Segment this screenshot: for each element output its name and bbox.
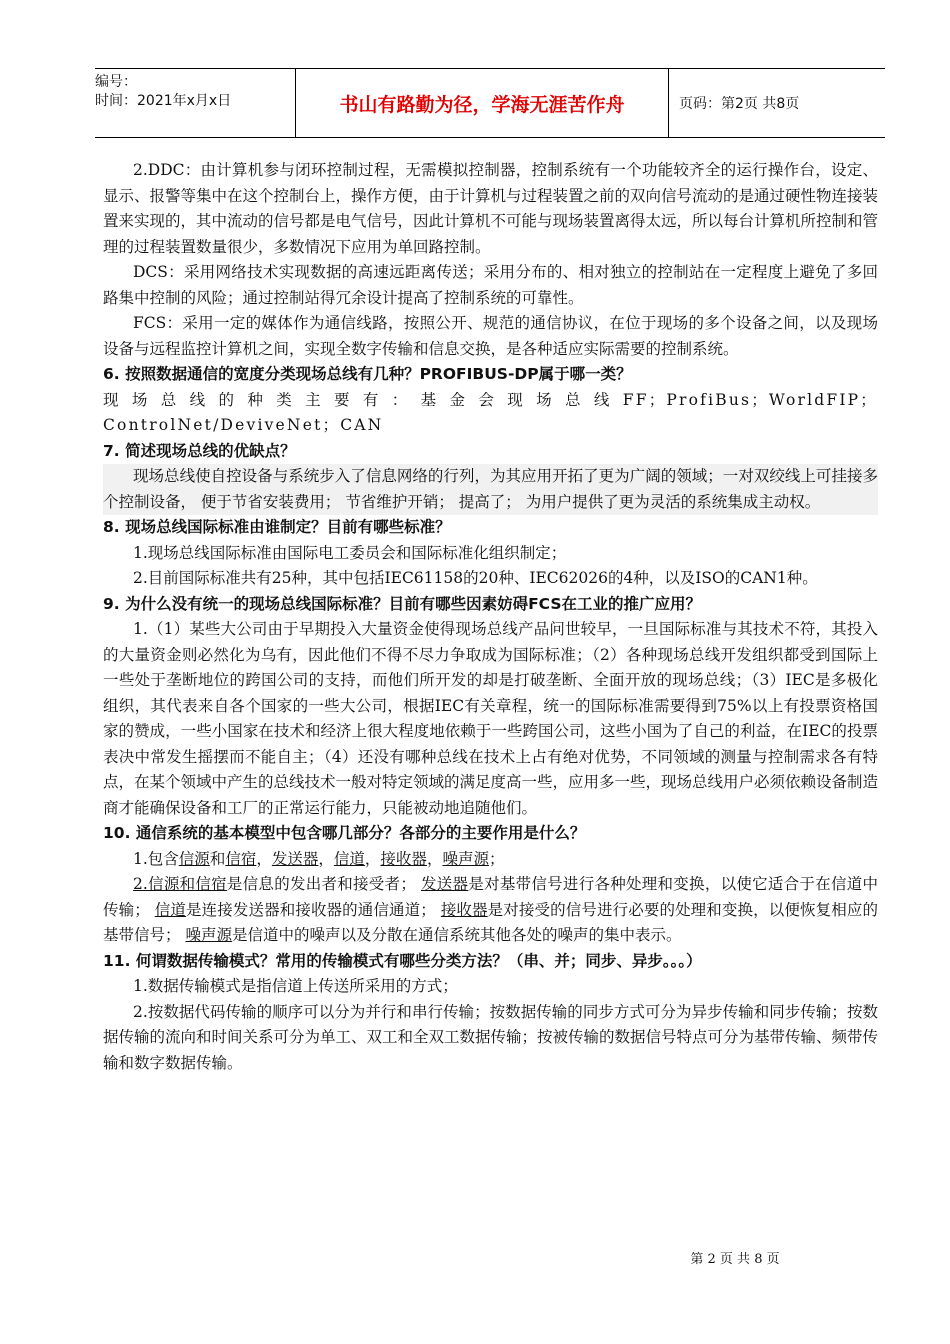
term-transmitter: 发送器 — [271, 849, 319, 868]
time-label: 时间：2021年x月x日 — [95, 93, 232, 109]
term-receiver: 接收器 — [380, 849, 427, 868]
desc-transmitter: 是对基带信号进行各种处理和变换，以使它适合于在信道中传输； — [103, 875, 878, 919]
document-body — [103, 158, 878, 1076]
term-receiver-2: 接收器 — [440, 900, 488, 919]
footer-page-label: 第 2 页 共 8 页 — [690, 1252, 780, 1267]
question-8: 8. 现场总线国际标准由谁制定？目前有哪些标准？ — [103, 518, 451, 536]
desc-source-sink: 是信息的发出者和接受者； — [226, 875, 422, 893]
question-7: 7. 简述现场总线的优缺点？ — [103, 441, 296, 460]
fcs-paragraph: FCS：采用一定的媒体作为通信线路，按照公开、规范的通信协议，在位于现场的多个设备之间，以及现场设备与远程监控计算机之间，实现全数字传输和信息交换，是各种适应实际需要的控制系统。 — [103, 314, 878, 358]
page-header — [95, 68, 885, 138]
question-10: 10. 通信系统的基本模型中包含哪几部分？各部分的主要作用是什么？ — [103, 824, 586, 842]
question-11: 11. 何谓数据传输模式？常用的传输模式有哪些分类方法？（串、并；同步、异步。。。） — [103, 951, 702, 970]
term-transmitter-2: 发送器 — [421, 875, 469, 893]
term-channel: 信道 — [333, 849, 365, 868]
header-page-info: 页码：第2页 共8页 — [679, 96, 800, 112]
answer-6: 现场总线的种类主要有：基金会现场总线FF；ProfiBus；WorldFIP；ControlNet/DeviveNet；CAN — [103, 390, 878, 434]
sep: ； — [488, 849, 505, 868]
desc-receiver: 是对接受的信号进行必要的处理和变换，以便恢复相应的基带信号； — [103, 900, 878, 944]
answer-9: 1.（1）某些大公司由于早期投入大量资金使得现场总线产品问世较早，一旦国际标准与其技术不符，其投入的大量资金则必然化为乌有，因此他们不得不尽力争取成为国际标准；（2）各种现场总线开发组织都受到国际上一些处于垄断地位的跨国公司的支持，而他们所开发的却是打破垄断、全面开放的现场总线；（3）IEC是多极化组织，其代表来自各个国家的一些大公司，根据IEC有关章程，统一的国际标准需要得到75%以上有投票资格国家的赞成，一些小国家在技术和经济上很大程度地依赖于一些跨国公司，这些小国为了自己的利益，在IEC的投票表决中常发生摇摆而不能自主；（4）还没有哪种总线在技术上占有绝对优势，不同领域的测量与控制需求各有特点，在某个领域中产生的总线技术一般对特定领域的满足度高一些，应用多一些，现场总线用户必须依赖设备制造商才能确保设备和工厂的正常运行能力，只能被动地追随他们。 — [103, 620, 879, 817]
term-sink: 信宿 — [225, 849, 257, 868]
answer-11-1: 1.数据传输模式是指信道上传送所采用的方式； — [133, 977, 458, 995]
desc-noise: 是信道中的噪声以及分散在通信系统其他各处的噪声的集中表示。 — [231, 926, 682, 944]
ddc-paragraph: 2.DDC：由计算机参与闭环控制过程，无需模拟控制器，控制系统有一个功能较齐全的运行操作台，设定、显示、报警等集中在这个控制台上，操作方便，由于计算机与过程装置之前的双向信号流动的是通过硬性物连接装置来实现的，其中流动的信号都是电气信号，因此计算机不可能与现场装置离得太远，所以每台计算机所控制和管理的过程装置数量很少，多数情况下应用为单回路控制。 — [103, 161, 879, 256]
answer-10-2 — [103, 872, 878, 949]
term-noise: 噪声源 — [442, 849, 489, 868]
term-channel-2: 信道 — [154, 900, 187, 919]
question-9: 9. 为什么没有统一的现场总线国际标准？目前有哪些因素妨碍FCS在工业的推广应用？ — [103, 594, 701, 613]
answer-10-1-prefix: 1.包含 — [133, 849, 179, 868]
answer-8-2: 2.目前国际标准共有25种，其中包括IEC61158的20种、IEC62026的4种，以及ISO的CAN1种。 — [133, 569, 818, 587]
answer-11-2: 2.按数据代码传输的顺序可以分为并行和串行传输；按数据传输的同步方式可分为异步传输和同步传输；按数据传输的流向和时间关系可分为单工、双工和全双工数据传输；按被传输的数据信号特点可分为基带传输、频带传输和数字数据传输。 — [103, 1002, 879, 1072]
desc-channel: 是连接发送器和接收器的通信通道； — [186, 900, 441, 919]
answer-10-1 — [103, 847, 878, 873]
header-left-cell — [95, 69, 295, 137]
page-footer — [0, 1248, 950, 1267]
sep: ， — [426, 849, 443, 868]
term-source-sink: 2.信源和信宿 — [133, 875, 227, 893]
conj-and: 和 — [209, 849, 226, 868]
sep: ， — [256, 849, 272, 868]
answer-8-1: 1.现场总线国际标准由国际电工委员会和国际标准化组织制定； — [133, 543, 567, 562]
sep: ， — [364, 849, 381, 868]
term-noise-2: 噪声源 — [185, 926, 232, 944]
dcs-paragraph: DCS：采用网络技术实现数据的高速远距离传送；采用分布的、相对独立的控制站在一定程度上避免了多回路集中控制的风险；通过控制站得冗余设计提高了控制系统的可靠性。 — [103, 263, 878, 307]
question-6: 6. 按照数据通信的宽度分类现场总线有几种？PROFIBUS-DP属于哪一类？ — [103, 365, 632, 383]
sep: ， — [318, 849, 334, 868]
header-motto: 书山有路勤为径，学海无涯苦作舟 — [295, 69, 669, 137]
term-source: 信源 — [178, 849, 210, 868]
number-label: 编号： — [95, 74, 137, 90]
answer-7: 现场总线使自控设备与系统步入了信息网络的行列，为其应用开拓了更为广阔的领域；一对双绞线上可挂接多个控制设备， 便于节省安装费用； 节省维护开销； 提高了； 为用户提供了更为灵活的系统集成主动权。 — [103, 464, 878, 515]
